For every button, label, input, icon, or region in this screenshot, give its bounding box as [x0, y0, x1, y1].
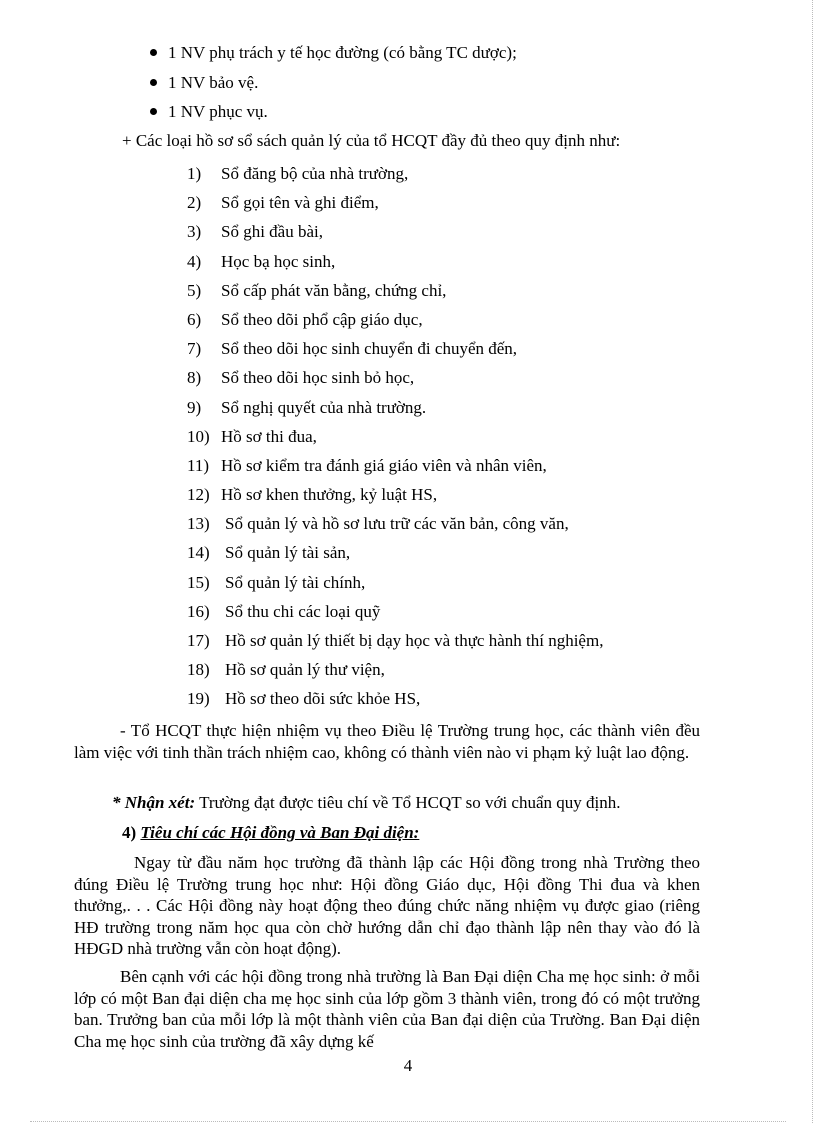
- record-text: Hồ sơ quản lý thiết bị dạy học và thực hành thí nghiệm,: [225, 631, 604, 650]
- record-text: Sổ cấp phát văn bằng, chứng chỉ,: [221, 280, 447, 300]
- record-item: [187, 568, 603, 597]
- section-number: 4): [122, 823, 137, 842]
- record-number: 3): [187, 222, 202, 242]
- record-item: [187, 509, 603, 538]
- page-right-border: [812, 0, 813, 1123]
- record-number: 2): [187, 193, 202, 213]
- records-intro-line: + Các loại hồ sơ sổ sách quản lý của tổ HCQT đầy đủ theo quy định như:: [122, 131, 621, 150]
- record-number: 12): [187, 485, 210, 505]
- record-text: Sổ quản lý tài sản,: [225, 543, 351, 563]
- councils-paragraph: Ngay từ đầu năm học trường đã thành lập các Hội đồng trong nhà Trường theo đúng Điều lệ Trường trung học như: Hội đồng Giáo dục, Hội đồng Thi đua và khen thưởng,. . . Các Hội đồng này hoạt động theo đúng chức năng nhiệm vụ được giao (riêng HĐ trường trong năm học qua còn chờ hướng dẫn chỉ đạo thành lập nên thay vào đó là HĐGD nhà trường vẫn còn hoạt động).: [74, 853, 700, 958]
- record-item: [187, 188, 603, 217]
- record-text: Hồ sơ khen thưởng, kỷ luật HS,: [221, 485, 438, 505]
- page-number: 4: [403, 1056, 413, 1075]
- record-item: [187, 597, 603, 626]
- record-number: 1): [187, 164, 202, 183]
- bullet-dot-icon: [150, 49, 157, 56]
- bullet-item: 1 NV phụ trách y tế học đường (có bằng TC dược);: [150, 38, 517, 68]
- record-text: Sổ theo dõi học sinh chuyển đi chuyển đến,: [221, 339, 518, 359]
- record-text: Sổ theo dõi phổ cập giáo dục,: [221, 309, 423, 329]
- record-number: 10): [187, 426, 210, 446]
- bullet-item: 1 NV bảo vệ.: [150, 68, 517, 98]
- record-number: 4): [187, 251, 202, 271]
- duty-paragraph: - Tổ HCQT thực hiện nhiệm vụ theo Điều lệ Trường trung học, các thành viên đều làm việc với tinh thần trách nhiệm cao, không có thành viên nào vi phạm kỷ luật lao động.: [74, 721, 700, 762]
- record-item: [187, 363, 603, 392]
- record-item: [187, 626, 603, 655]
- remark-text: Trường đạt được tiêu chí về Tổ HCQT so với chuẩn quy định.: [195, 793, 621, 812]
- bullet-dot-icon: [150, 79, 157, 86]
- record-item: [187, 305, 603, 334]
- record-item: [187, 247, 603, 276]
- record-text: Sổ nghị quyết của nhà trường.: [221, 397, 427, 417]
- record-text: Sổ theo dõi học sinh bỏ học,: [221, 368, 415, 388]
- record-text: Sổ thu chi các loại quỹ: [225, 601, 381, 621]
- record-number: 19): [187, 689, 210, 709]
- record-item: [187, 334, 603, 363]
- records-list: [187, 159, 603, 714]
- record-item: [187, 393, 603, 422]
- remark-label: * Nhận xét:: [112, 793, 196, 812]
- staff-bullet-list: [150, 38, 517, 127]
- remark-line: [112, 793, 620, 813]
- record-text: Sổ ghi đầu bài,: [221, 222, 323, 242]
- record-text: Sổ đăng bộ của nhà trường,: [221, 164, 409, 183]
- record-text: Hồ sơ quản lý thư viện,: [225, 660, 385, 680]
- record-number: 13): [187, 514, 210, 534]
- bullet-item: 1 NV phục vụ.: [150, 97, 517, 127]
- record-item: [187, 480, 603, 509]
- parents-paragraph: Bên cạnh với các hội đồng trong nhà trường là Ban Đại diện Cha mẹ học sinh: ở mỗi lớp có một Ban đại diện cha mẹ học sinh của lớp gồm 3 thành viên, trong đó có một trưởng ban. Trưởng ban của mỗi lớp là một thành viên của Ban đại diện của Trường. Ban Đại diện Cha mẹ học sinh của trường đã xây dựng kế: [74, 967, 700, 1051]
- record-text: Hồ sơ kiểm tra đánh giá giáo viên và nhân viên,: [221, 455, 547, 475]
- record-number: 17): [187, 631, 210, 650]
- record-text: Sổ gọi tên và ghi điểm,: [221, 193, 379, 213]
- record-number: 6): [187, 309, 202, 329]
- record-text: Sổ quản lý và hồ sơ lưu trữ các văn bản, công văn,: [225, 514, 569, 534]
- record-text: Hồ sơ thi đua,: [221, 426, 317, 446]
- record-number: 9): [187, 397, 202, 417]
- record-text: Hồ sơ theo dõi sức khỏe HS,: [225, 689, 421, 709]
- record-item: [187, 159, 603, 188]
- record-number: 11): [187, 455, 210, 475]
- bullet-dot-icon: [150, 108, 157, 115]
- record-item: [187, 655, 603, 684]
- record-number: 14): [187, 543, 210, 563]
- record-item: [187, 538, 603, 567]
- record-item: [187, 684, 603, 713]
- record-number: 5): [187, 280, 202, 300]
- record-text: Học bạ học sinh,: [221, 251, 336, 271]
- section-heading: [122, 823, 419, 843]
- page-bottom-border: [30, 1121, 786, 1122]
- record-number: 15): [187, 572, 210, 592]
- record-number: 8): [187, 368, 202, 388]
- record-item: [187, 217, 603, 246]
- record-item: [187, 451, 603, 480]
- section-title: Tiêu chí các Hội đồng và Ban Đại diện:: [140, 823, 420, 842]
- record-number: 18): [187, 660, 210, 680]
- record-item: [187, 422, 603, 451]
- record-number: 16): [187, 601, 210, 621]
- record-text: Sổ quản lý tài chính,: [225, 572, 366, 592]
- record-item: [187, 276, 603, 305]
- record-number: 7): [187, 339, 202, 359]
